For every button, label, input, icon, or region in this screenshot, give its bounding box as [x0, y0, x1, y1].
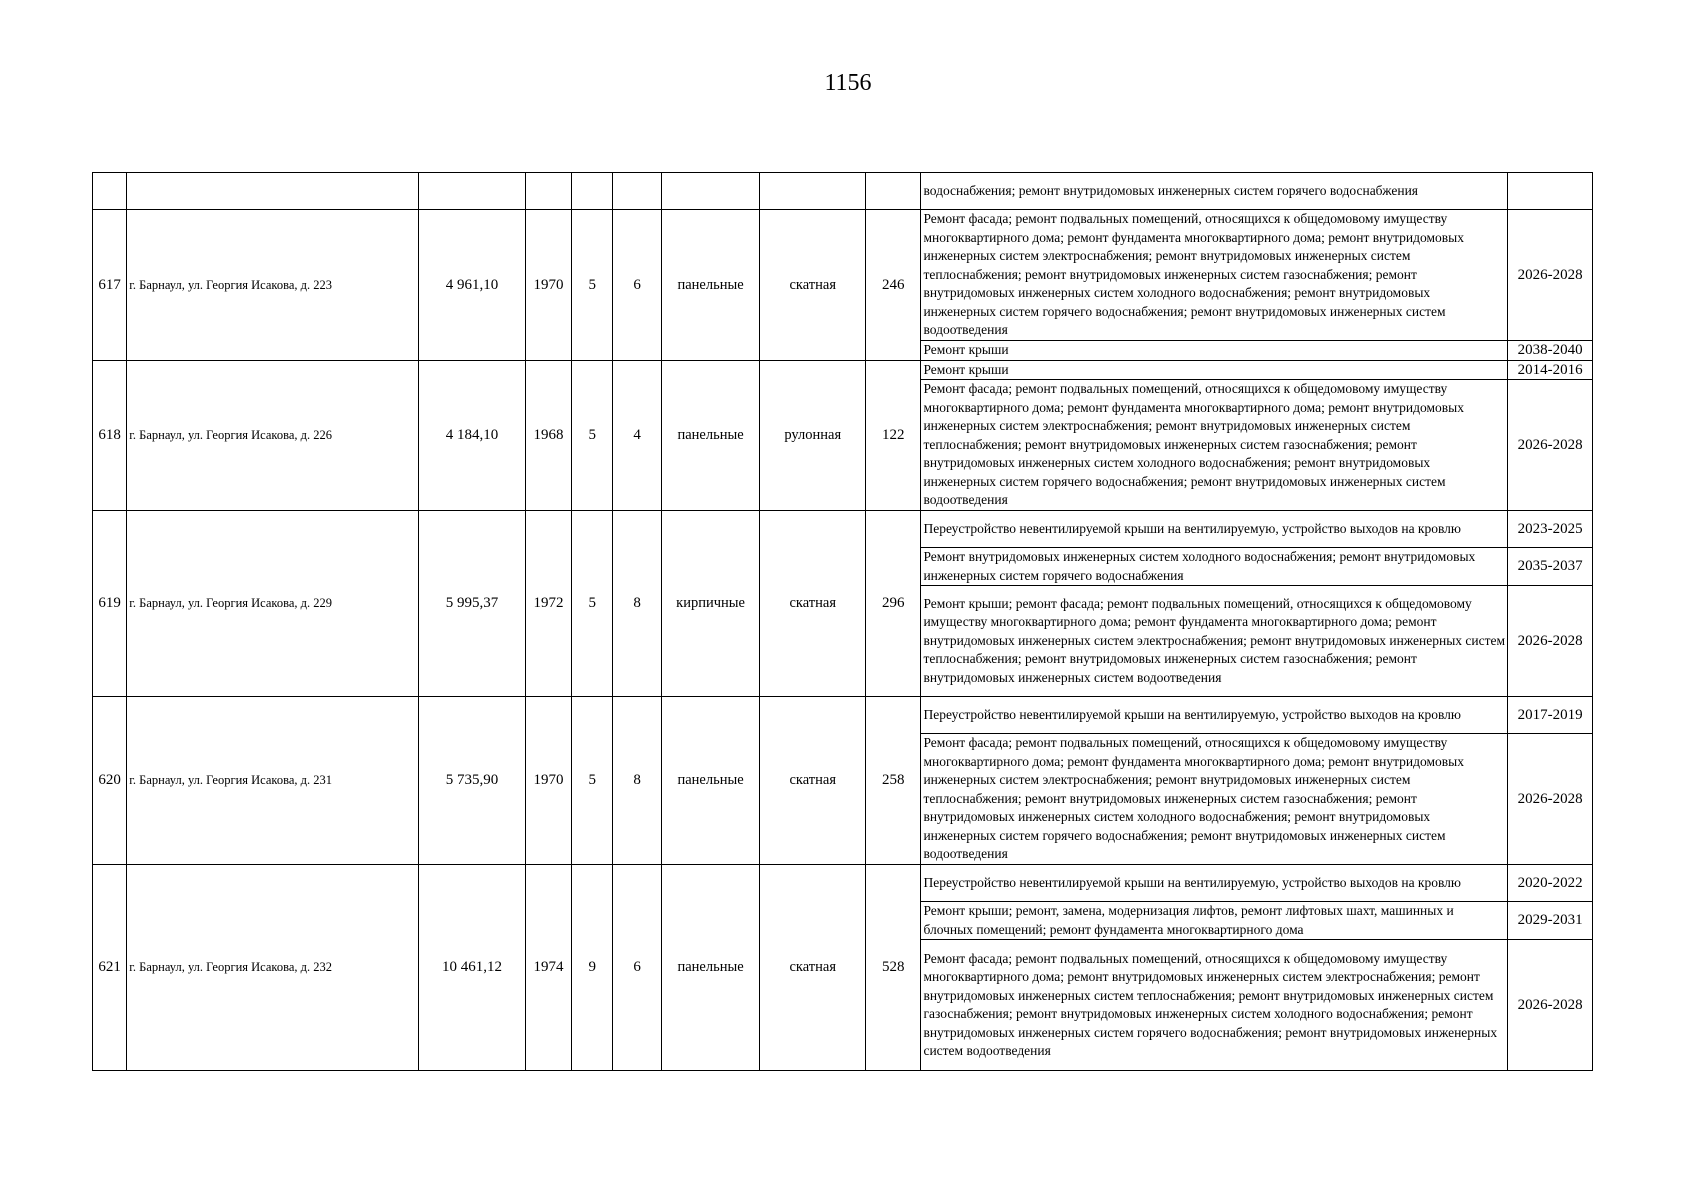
cell-empty: [127, 173, 419, 210]
cell-residents: 246: [866, 210, 921, 361]
cell-roof-type: скатная: [760, 865, 866, 1071]
cell-work-description: Переустройство невентилируемой крыши на вентилируемую, устройство выходов на кровлю: [921, 697, 1508, 734]
cell-roof-type: скатная: [760, 511, 866, 697]
cell-work-description: Ремонт фасада; ремонт подвальных помещений, относящихся к общедомовому имуществу многоквартирного дома; ремонт фундамента многоквартирного дома; ремонт внутридомовых инженерных систем электроснабжения; ремонт внутридомовых инженерных систем теплоснабжения; ремонт внутридомовых инженерных систем газоснабжения; ремонт внутридомовых инженерных систем холодного водоснабжения; ремонт внутридомовых инженерных систем горячего водоснабжения; ремонт внутридомовых инженерных систем водоотведения: [921, 734, 1508, 865]
cell-build-year: 1968: [525, 360, 571, 511]
cell-row-number: 618: [93, 360, 127, 511]
cell-address: г. Барнаул, ул. Георгия Исакова, д. 226: [127, 360, 419, 511]
cell-address: г. Барнаул, ул. Георгия Исакова, д. 229: [127, 511, 419, 697]
cell-total-area: 4 961,10: [419, 210, 526, 361]
cell-entrances: 6: [613, 210, 661, 361]
cell-address: г. Барнаул, ул. Георгия Исакова, д. 231: [127, 697, 419, 865]
cell-work-description: Переустройство невентилируемой крыши на вентилируемую, устройство выходов на кровлю: [921, 511, 1508, 548]
cell-floors: 5: [572, 697, 613, 865]
cell-roof-type: скатная: [760, 697, 866, 865]
cell-build-year: 1974: [525, 865, 571, 1071]
cell-repair-period: 2029-2031: [1508, 902, 1593, 940]
cell-repair-period: 2026-2028: [1508, 210, 1593, 341]
cell-work-description: Переустройство невентилируемой крыши на вентилируемую, устройство выходов на кровлю: [921, 865, 1508, 902]
cell-work-description: Ремонт фасада; ремонт подвальных помещений, относящихся к общедомовому имуществу многоквартирного дома; ремонт фундамента многоквартирного дома; ремонт внутридомовых инженерных систем электроснабжения; ремонт внутридомовых инженерных систем теплоснабжения; ремонт внутридомовых инженерных систем газоснабжения; ремонт внутридомовых инженерных систем холодного водоснабжения; ремонт внутридомовых инженерных систем горячего водоснабжения; ремонт внутридомовых инженерных систем водоотведения: [921, 380, 1508, 511]
cell-entrances: 4: [613, 360, 661, 511]
cell-floors: 5: [572, 210, 613, 361]
cell-empty: [572, 173, 613, 210]
cell-work-description: Ремонт крыши: [921, 360, 1508, 380]
cell-work-description: водоснабжения; ремонт внутридомовых инженерных систем горячего водоснабжения: [921, 173, 1508, 210]
table-row: [93, 511, 1593, 548]
cell-residents: 528: [866, 865, 921, 1071]
table-row: [93, 210, 1593, 341]
cell-residents: 122: [866, 360, 921, 511]
cell-build-year: 1972: [525, 511, 571, 697]
cell-empty: [613, 173, 661, 210]
cell-empty: [525, 173, 571, 210]
cell-work-description: Ремонт крыши: [921, 341, 1508, 361]
cell-repair-period: 2026-2028: [1508, 734, 1593, 865]
cell-residents: 296: [866, 511, 921, 697]
page-number: 1156: [824, 70, 872, 96]
cell-build-year: 1970: [525, 697, 571, 865]
cell-total-area: 4 184,10: [419, 360, 526, 511]
cell-repair-period: 2026-2028: [1508, 940, 1593, 1071]
cell-row-number: 617: [93, 210, 127, 361]
cell-empty: [93, 173, 127, 210]
cell-repair-period: 2023-2025: [1508, 511, 1593, 548]
housing-repair-table: [92, 172, 1593, 1071]
cell-row-number: 620: [93, 697, 127, 865]
table-row: [93, 360, 1593, 380]
cell-total-area: 10 461,12: [419, 865, 526, 1071]
cell-work-description: Ремонт фасада; ремонт подвальных помещений, относящихся к общедомовому имуществу многоквартирного дома; ремонт внутридомовых инженерных систем электроснабжения; ремонт внутридомовых инженерных систем теплоснабжения; ремонт внутридомовых инженерных систем газоснабжения; ремонт внутридомовых инженерных систем холодного водоснабжения; ремонт внутридомовых инженерных систем горячего водоснабжения; ремонт внутридомовых инженерных систем водоотведения: [921, 940, 1508, 1071]
cell-address: г. Барнаул, ул. Георгия Исакова, д. 232: [127, 865, 419, 1071]
cell-row-number: 621: [93, 865, 127, 1071]
cell-repair-period: 2017-2019: [1508, 697, 1593, 734]
cell-repair-period: 2020-2022: [1508, 865, 1593, 902]
cell-repair-period: 2035-2037: [1508, 548, 1593, 586]
cell-entrances: 6: [613, 865, 661, 1071]
cell-work-description: Ремонт крыши; ремонт фасада; ремонт подвальных помещений, относящихся к общедомовому имуществу многоквартирного дома; ремонт фундамента многоквартирного дома; ремонт внутридомовых инженерных систем электроснабжения; ремонт внутридомовых инженерных систем теплоснабжения; ремонт внутридомовых инженерных систем газоснабжения; ремонт внутридомовых инженерных систем водоотведения: [921, 586, 1508, 697]
cell-floors: 9: [572, 865, 613, 1071]
table-body: [93, 173, 1593, 1071]
cell-repair-period: 2026-2028: [1508, 380, 1593, 511]
continuation-row: [93, 173, 1593, 210]
cell-empty: [760, 173, 866, 210]
cell-empty: [866, 173, 921, 210]
cell-wall-material: кирпичные: [661, 511, 760, 697]
cell-roof-type: рулонная: [760, 360, 866, 511]
cell-repair-period: 2026-2028: [1508, 586, 1593, 697]
cell-entrances: 8: [613, 697, 661, 865]
cell-wall-material: панельные: [661, 865, 760, 1071]
cell-work-description: Ремонт крыши; ремонт, замена, модернизация лифтов, ремонт лифтовых шахт, машинных и блочных помещений; ремонт фундамента многоквартирного дома: [921, 902, 1508, 940]
cell-build-year: 1970: [525, 210, 571, 361]
cell-floors: 5: [572, 360, 613, 511]
cell-repair-period: [1508, 173, 1593, 210]
cell-address: г. Барнаул, ул. Георгия Исакова, д. 223: [127, 210, 419, 361]
cell-floors: 5: [572, 511, 613, 697]
cell-row-number: 619: [93, 511, 127, 697]
cell-work-description: Ремонт внутридомовых инженерных систем холодного водоснабжения; ремонт внутридомовых инженерных систем горячего водоснабжения: [921, 548, 1508, 586]
cell-wall-material: панельные: [661, 210, 760, 361]
cell-empty: [419, 173, 526, 210]
cell-roof-type: скатная: [760, 210, 866, 361]
cell-total-area: 5 995,37: [419, 511, 526, 697]
cell-residents: 258: [866, 697, 921, 865]
cell-total-area: 5 735,90: [419, 697, 526, 865]
cell-wall-material: панельные: [661, 360, 760, 511]
cell-repair-period: 2038-2040: [1508, 341, 1593, 361]
table-row: [93, 697, 1593, 734]
cell-repair-period: 2014-2016: [1508, 360, 1593, 380]
cell-empty: [661, 173, 760, 210]
table-row: [93, 865, 1593, 902]
cell-wall-material: панельные: [661, 697, 760, 865]
cell-work-description: Ремонт фасада; ремонт подвальных помещений, относящихся к общедомовому имуществу многоквартирного дома; ремонт фундамента многоквартирного дома; ремонт внутридомовых инженерных систем электроснабжения; ремонт внутридомовых инженерных систем теплоснабжения; ремонт внутридомовых инженерных систем газоснабжения; ремонт внутридомовых инженерных систем холодного водоснабжения; ремонт внутридомовых инженерных систем горячего водоснабжения; ремонт внутридомовых инженерных систем водоотведения: [921, 210, 1508, 341]
cell-entrances: 8: [613, 511, 661, 697]
